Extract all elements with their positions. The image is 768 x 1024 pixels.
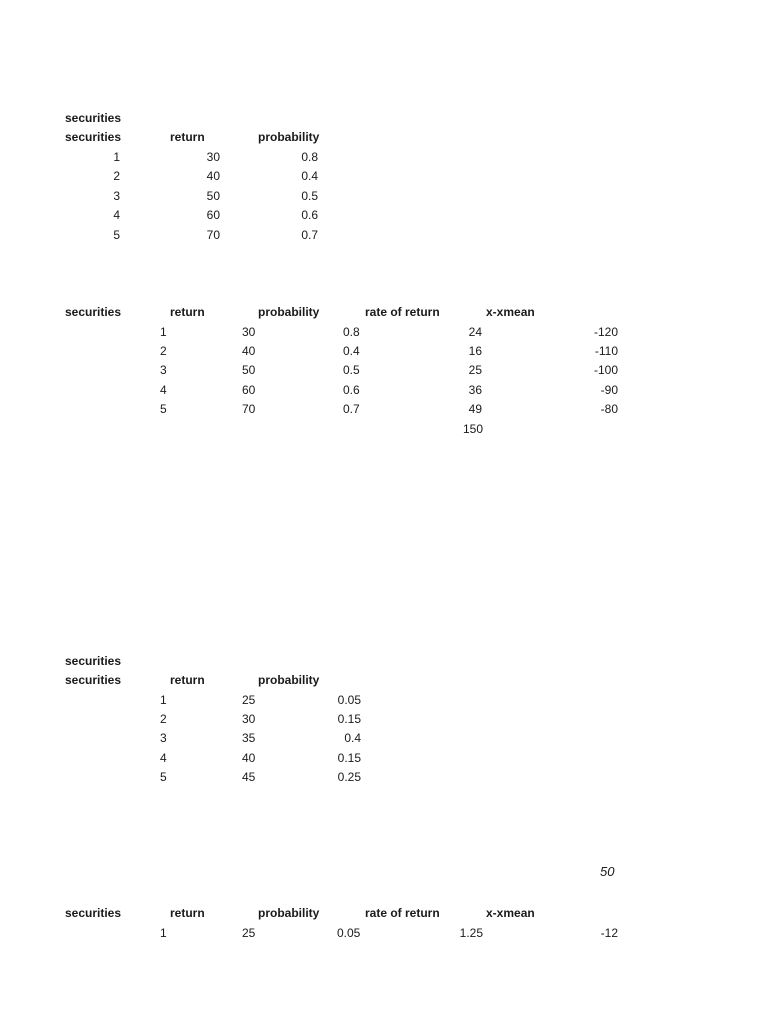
cell-securities: 5 bbox=[160, 402, 167, 416]
header-securities: securities bbox=[65, 906, 122, 920]
table-title: securities bbox=[65, 654, 122, 668]
header-probability: probability bbox=[258, 906, 320, 920]
cell-securities: 1 bbox=[160, 926, 167, 940]
cell-securities: 3 bbox=[160, 363, 167, 377]
cell-x-xmean: -12 bbox=[600, 926, 618, 940]
cell-x-xmean: -90 bbox=[600, 383, 618, 397]
cell-probability: 0.05 bbox=[337, 926, 361, 940]
annotation-value: 50 bbox=[600, 864, 615, 879]
header-rate-of-return: rate of return bbox=[365, 305, 440, 319]
rate-of-return-total: 150 bbox=[462, 422, 483, 436]
cell-securities: 2 bbox=[160, 712, 167, 726]
cell-rate-of-return: 36 bbox=[468, 383, 482, 397]
header-x-xmean: x-xmean bbox=[486, 305, 535, 319]
cell-return: 25 bbox=[242, 693, 256, 707]
cell-rate-of-return: 16 bbox=[468, 344, 482, 358]
header-probability: probability bbox=[258, 673, 320, 687]
cell-securities: 2 bbox=[113, 169, 120, 183]
cell-x-xmean: -80 bbox=[600, 402, 618, 416]
cell-return: 70 bbox=[206, 228, 220, 242]
cell-rate-of-return: 49 bbox=[468, 402, 482, 416]
cell-securities: 5 bbox=[113, 228, 120, 242]
cell-return: 35 bbox=[242, 731, 256, 745]
cell-securities: 3 bbox=[113, 189, 120, 203]
header-securities: securities bbox=[65, 673, 122, 687]
header-probability: probability bbox=[258, 305, 320, 319]
table-title: securities bbox=[65, 111, 122, 125]
cell-securities: 5 bbox=[160, 770, 167, 784]
header-securities: securities bbox=[65, 305, 122, 319]
cell-probability: 0.5 bbox=[301, 189, 318, 203]
cell-probability: 0.6 bbox=[343, 383, 360, 397]
header-securities: securities bbox=[65, 130, 122, 144]
cell-securities: 3 bbox=[160, 731, 167, 745]
header-return: return bbox=[170, 673, 205, 687]
cell-return: 25 bbox=[242, 926, 256, 940]
cell-probability: 0.15 bbox=[337, 751, 361, 765]
cell-probability: 0.15 bbox=[337, 712, 361, 726]
cell-securities: 4 bbox=[160, 383, 167, 397]
header-rate-of-return: rate of return bbox=[365, 906, 440, 920]
cell-securities: 4 bbox=[160, 751, 167, 765]
cell-probability: 0.4 bbox=[344, 731, 361, 745]
cell-rate-of-return: 25 bbox=[468, 363, 482, 377]
cell-probability: 0.8 bbox=[343, 325, 360, 339]
cell-probability: 0.6 bbox=[301, 208, 318, 222]
cell-securities: 1 bbox=[160, 693, 167, 707]
cell-probability: 0.4 bbox=[301, 169, 318, 183]
cell-probability: 0.4 bbox=[343, 344, 360, 358]
header-x-xmean: x-xmean bbox=[486, 906, 535, 920]
cell-securities: 4 bbox=[113, 208, 120, 222]
cell-x-xmean: -110 bbox=[594, 344, 618, 358]
header-return: return bbox=[170, 130, 205, 144]
cell-return: 60 bbox=[242, 383, 256, 397]
cell-rate-of-return: 1.25 bbox=[459, 926, 483, 940]
cell-securities: 2 bbox=[160, 344, 167, 358]
cell-probability: 0.25 bbox=[337, 770, 361, 784]
cell-probability: 0.5 bbox=[343, 363, 360, 377]
cell-rate-of-return: 24 bbox=[468, 325, 482, 339]
cell-return: 45 bbox=[242, 770, 256, 784]
cell-probability: 0.8 bbox=[301, 150, 318, 164]
cell-return: 40 bbox=[242, 344, 256, 358]
cell-return: 50 bbox=[242, 363, 256, 377]
header-return: return bbox=[170, 906, 205, 920]
cell-probability: 0.7 bbox=[343, 402, 360, 416]
cell-probability: 0.7 bbox=[301, 228, 318, 242]
cell-x-xmean: -100 bbox=[593, 363, 618, 377]
cell-return: 70 bbox=[242, 402, 256, 416]
cell-return: 60 bbox=[206, 208, 220, 222]
cell-x-xmean: -120 bbox=[593, 325, 618, 339]
cell-probability: 0.05 bbox=[337, 693, 361, 707]
cell-securities: 1 bbox=[113, 150, 120, 164]
cell-return: 40 bbox=[242, 751, 256, 765]
cell-return: 50 bbox=[206, 189, 220, 203]
cell-return: 40 bbox=[206, 169, 220, 183]
header-return: return bbox=[170, 305, 205, 319]
cell-return: 30 bbox=[206, 150, 220, 164]
cell-securities: 1 bbox=[160, 325, 167, 339]
cell-return: 30 bbox=[242, 325, 256, 339]
cell-return: 30 bbox=[242, 712, 256, 726]
header-probability: probability bbox=[258, 130, 320, 144]
